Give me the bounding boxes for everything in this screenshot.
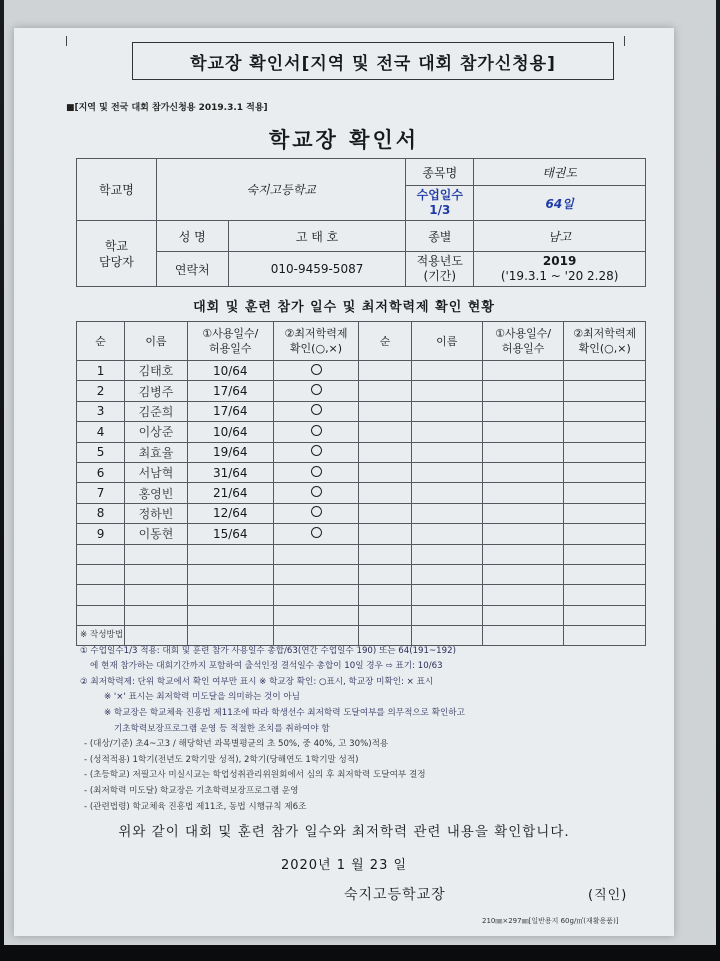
circle-mark-icon (311, 425, 322, 436)
crop-mark (56, 36, 67, 46)
empty-cell (125, 564, 188, 584)
student-name: 김준희 (125, 401, 188, 421)
row-number: 1 (77, 361, 125, 381)
table-row (77, 401, 646, 421)
row-number: 7 (77, 483, 125, 503)
empty-cell (273, 564, 359, 584)
school-name: 숙지고등학교 (156, 159, 406, 221)
empty-cell (564, 462, 646, 482)
days-used: 21/64 (187, 483, 273, 503)
row-number: 3 (77, 401, 125, 421)
empty-cell (77, 564, 125, 584)
empty-cell (482, 361, 564, 381)
confirmation-statement: 위와 같이 대회 및 훈련 참가 일수와 최저학력 관련 내용을 확인합니다. (118, 824, 570, 840)
official-seal-label: (직인) (588, 888, 628, 903)
empty-cell (359, 503, 411, 523)
empty-cell (77, 544, 125, 564)
empty-cell (564, 422, 646, 442)
row-number: 4 (77, 422, 125, 442)
empty-cell (273, 605, 359, 625)
empty-cell (482, 401, 564, 421)
student-name: 김병주 (125, 381, 188, 401)
empty-cell (359, 524, 411, 544)
student-name: 이동현 (125, 524, 188, 544)
notes-heading: ※ 작성방법 (80, 630, 124, 640)
circle-mark-icon (311, 466, 322, 477)
empty-cell (359, 361, 411, 381)
row-number: 5 (77, 442, 125, 462)
empty-cell (482, 462, 564, 482)
instructions (80, 628, 660, 815)
empty-cell (411, 442, 482, 462)
document-title: 학교장 확인서 (268, 128, 420, 152)
empty-cell (359, 564, 411, 584)
student-name: 이상준 (125, 422, 188, 442)
empty-cell (359, 381, 411, 401)
empty-cell (482, 422, 564, 442)
student-name: 김태호 (125, 361, 188, 381)
empty-cell (125, 605, 188, 625)
empty-cell (411, 503, 482, 523)
table-row (77, 361, 646, 381)
days-used: 19/64 (187, 442, 273, 462)
crop-mark (624, 36, 635, 46)
empty-cell (359, 442, 411, 462)
empty-cell (411, 544, 482, 564)
form-applicability-note: ■[지역 및 전국 대회 참가신청용 2019.3.1 적용] (66, 103, 268, 113)
min-achievement-check (273, 524, 359, 544)
table-row (77, 544, 646, 564)
issue-date: 2020년 1 월 23 일 (280, 858, 408, 873)
table-row (77, 524, 646, 544)
note-line: - (대상/기준) 초4~고3 / 해당학년 과목별평균의 초 50%, 중 40%, 고 30%)적용 (84, 739, 389, 750)
table-row (77, 585, 646, 605)
empty-cell (273, 544, 359, 564)
document-page (14, 28, 674, 936)
year-label: 적용년도 (기간) (406, 252, 474, 287)
empty-cell (564, 585, 646, 605)
note-line: - (최저학력 미도달) 학교장은 기초학력보장프로그램 운영 (84, 785, 299, 796)
empty-cell (411, 524, 482, 544)
empty-cell (359, 605, 411, 625)
empty-cell (564, 442, 646, 462)
class-days-label: 수업일수 1/3 (406, 186, 474, 221)
min-achievement-check (273, 462, 359, 482)
note-line: - (관련법령) 학교체육 진흥법 제11조, 동법 시행규칙 제6조 (84, 801, 307, 812)
empty-cell (187, 544, 273, 564)
col-header-days: ①사용일수/ 허용일수 (187, 322, 273, 361)
min-achievement-check (273, 401, 359, 421)
circle-mark-icon (311, 384, 322, 395)
empty-cell (359, 483, 411, 503)
empty-cell (411, 422, 482, 442)
note-line: 기초학력보장프로그램 운영 등 적절한 조치를 취하여야 함 (114, 723, 330, 734)
empty-cell (187, 585, 273, 605)
empty-cell (77, 585, 125, 605)
empty-cell (564, 544, 646, 564)
col-header-min-2: ②최저학력제 확인(○,×) (564, 322, 646, 361)
student-name: 최효율 (125, 442, 188, 462)
empty-cell (482, 605, 564, 625)
table-row (77, 462, 646, 482)
empty-cell (411, 361, 482, 381)
contact-label: 연락처 (156, 252, 228, 287)
col-header-min: ②최저학력제 확인(○,×) (273, 322, 359, 361)
empty-cell (411, 483, 482, 503)
year-value: 2019 ('19.3.1 ~ '20 2.28) (474, 252, 646, 287)
form-banner: 학교장 확인서[지역 및 전국 대회 참가신청용] (132, 42, 614, 80)
empty-cell (482, 564, 564, 584)
circle-mark-icon (311, 364, 322, 375)
row-number: 8 (77, 503, 125, 523)
col-header-name: 이름 (125, 322, 188, 361)
empty-cell (187, 564, 273, 584)
circle-mark-icon (311, 506, 322, 517)
col-header-days-2: ①사용일수/ 허용일수 (482, 322, 564, 361)
empty-cell (482, 442, 564, 462)
note-line: 에 현재 참가하는 대회기간까지 포함하여 출석인정 결석일수 총합이 10일 경우 ⇨ 표기: 10/63 (90, 661, 443, 672)
empty-cell (564, 564, 646, 584)
empty-cell (482, 585, 564, 605)
days-used: 15/64 (187, 524, 273, 544)
days-used: 17/64 (187, 381, 273, 401)
table-row (77, 483, 646, 503)
col-header-no: 순 (77, 322, 125, 361)
note-line: - (초등학교) 저필고사 미실시교는 학업성취관리위원회에서 심의 후 최저학력 도달여부 결정 (84, 770, 426, 781)
gender-label: 종별 (406, 221, 474, 252)
student-name: 서남혁 (125, 462, 188, 482)
teacher-name-label: 성 명 (156, 221, 228, 252)
table-row (77, 422, 646, 442)
empty-cell (359, 544, 411, 564)
section-title: 대회 및 훈련 참가 일수 및 최저학력제 확인 현황 (193, 300, 495, 315)
info-table (76, 158, 646, 287)
class-days-value: 64일 (474, 186, 646, 221)
circle-mark-icon (311, 527, 322, 538)
days-used: 10/64 (187, 361, 273, 381)
paper-spec: 210㎜×297㎜[일반용지 60g/㎡(재활용품)] (482, 917, 619, 925)
note-line: ① 수업일수1/3 적용: 대회 및 훈련 참가 사용일수 총합/63(연간 수업일수 190) 또는 64(191~192) (80, 645, 456, 656)
min-achievement-check (273, 442, 359, 462)
note-line: ② 최저학력제: 단위 학교에서 확인 여부만 표시 ※ 학교장 확인: ○표시, 학교장 미확인: × 표시 (80, 676, 434, 687)
student-name: 정하빈 (125, 503, 188, 523)
min-achievement-check (273, 483, 359, 503)
empty-cell (359, 462, 411, 482)
teacher-label: 학교 담당자 (77, 221, 157, 287)
principal-signature: 숙지고등학교장 (344, 887, 446, 903)
min-achievement-check (273, 381, 359, 401)
circle-mark-icon (311, 486, 322, 497)
empty-cell (482, 544, 564, 564)
empty-cell (125, 544, 188, 564)
table-row (77, 381, 646, 401)
row-number: 9 (77, 524, 125, 544)
min-achievement-check (273, 361, 359, 381)
empty-cell (564, 401, 646, 421)
empty-cell (125, 585, 188, 605)
school-label: 학교명 (77, 159, 157, 221)
empty-cell (411, 401, 482, 421)
col-header-no-2: 순 (359, 322, 411, 361)
empty-cell (482, 483, 564, 503)
empty-cell (359, 422, 411, 442)
days-used: 31/64 (187, 462, 273, 482)
min-achievement-check (273, 422, 359, 442)
empty-cell (273, 585, 359, 605)
empty-cell (564, 361, 646, 381)
empty-cell (411, 605, 482, 625)
col-header-name-2: 이름 (411, 322, 482, 361)
empty-cell (187, 605, 273, 625)
note-line: ※ 학교장은 학교체육 진흥법 제11조에 따라 학생선수 최저학력 도달여부를 의무적으로 확인하고 (104, 707, 465, 718)
gender-value: 남고 (474, 221, 646, 252)
row-number: 6 (77, 462, 125, 482)
empty-cell (564, 483, 646, 503)
teacher-name: 고 태 호 (228, 221, 406, 252)
empty-cell (411, 585, 482, 605)
table-row (77, 605, 646, 625)
empty-cell (564, 381, 646, 401)
min-achievement-check (273, 503, 359, 523)
table-row (77, 442, 646, 462)
empty-cell (482, 524, 564, 544)
days-used: 10/64 (187, 422, 273, 442)
table-row (77, 503, 646, 523)
participation-grid (76, 321, 646, 646)
table-row (77, 564, 646, 584)
circle-mark-icon (311, 445, 322, 456)
circle-mark-icon (311, 404, 322, 415)
student-name: 홍영빈 (125, 483, 188, 503)
empty-cell (482, 503, 564, 523)
empty-cell (359, 401, 411, 421)
empty-cell (482, 381, 564, 401)
note-line: - (성적적용) 1학기(전년도 2학기말 성적), 2학기(당해연도 1학기말 성적) (84, 754, 359, 765)
empty-cell (564, 605, 646, 625)
empty-cell (411, 462, 482, 482)
empty-cell (564, 503, 646, 523)
empty-cell (411, 381, 482, 401)
empty-cell (411, 564, 482, 584)
note-line: ※ '×' 표시는 최저학력 미도달을 의미하는 것이 아님 (104, 692, 300, 703)
empty-cell (77, 605, 125, 625)
empty-cell (359, 585, 411, 605)
row-number: 2 (77, 381, 125, 401)
event-label: 종목명 (406, 159, 474, 186)
empty-cell (564, 524, 646, 544)
event-value: 태권도 (474, 159, 646, 186)
days-used: 12/64 (187, 503, 273, 523)
contact-value: 010-9459-5087 (228, 252, 406, 287)
days-used: 17/64 (187, 401, 273, 421)
